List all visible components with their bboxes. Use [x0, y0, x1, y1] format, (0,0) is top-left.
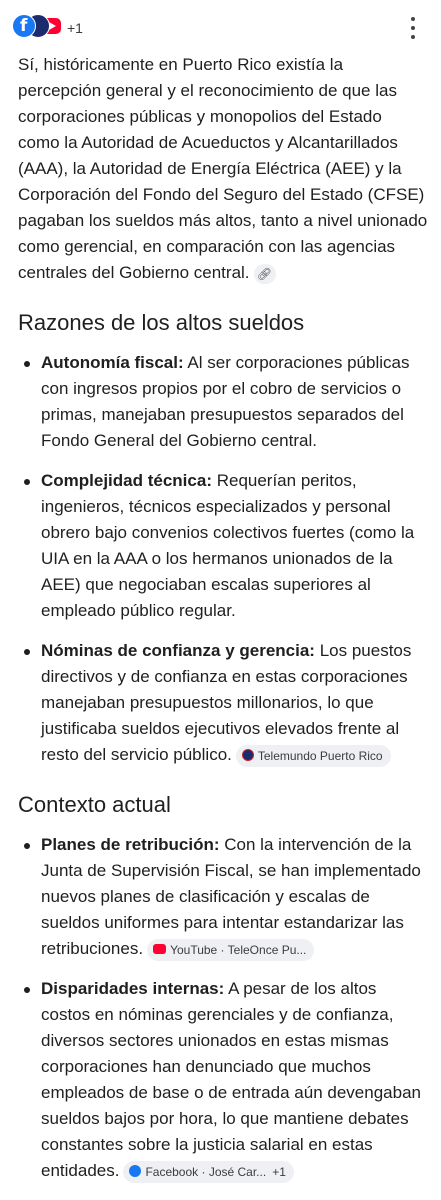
item-label: Complejidad técnica:	[41, 471, 212, 490]
item-text: A pesar de los altos costos en nóminas gerenciales y de confianza, diversos sectores unionados en estas mismas corporaciones han denunciado que muchos empleados de base o de entrada aún devengaban sueldos bajos por hora, lo que mantiene debates constantes sobre la justicia salarial en estas entidades.	[41, 979, 421, 1180]
list-item	[18, 832, 428, 962]
item-label: Autonomía fiscal:	[41, 353, 184, 372]
facebook-icon: f	[12, 14, 36, 38]
source-chip-youtube[interactable]	[147, 939, 314, 961]
razones-list	[18, 350, 428, 768]
source-chip-facebook[interactable]	[123, 1161, 293, 1183]
list-item	[18, 976, 428, 1184]
chip-label: YouTube · TeleOnce Pu...	[170, 942, 307, 957]
lead-paragraph	[18, 52, 428, 286]
source-chip-telemundo[interactable]	[236, 745, 391, 767]
answer-content	[18, 52, 428, 1198]
source-count: +1	[67, 20, 83, 36]
lead-text: Sí, históricamente en Puerto Rico existía la percepción general y el reconocimiento de que las corporaciones públicas y monopolios del Estado como la Autoridad de Acueductos y Alcantarillados (AAA), la Autoridad de Energía Eléctrica (AEE) y la Corporación del Fondo del Seguro del Estado (CFSE) pagaban los sueldos más altos, tanto a nivel unionado como gerencial, en comparación con las agencias centrales del Gobierno central.	[18, 55, 428, 282]
section-title-contexto: Contexto actual	[18, 792, 171, 817]
list-item	[18, 468, 428, 624]
chip-label: Telemundo Puerto Rico	[257, 748, 383, 763]
sources-header	[12, 10, 429, 44]
item-text: Con la intervención de la Junta de Supervisión Fiscal, se han implementado nuevos planes de clasificación y escalas de sueldos uniformes para intentar estandarizar las retribuciones.	[41, 835, 421, 958]
source-icons-button[interactable]	[12, 14, 92, 40]
item-text: Los puestos directivos y de confianza en estas corporaciones manejaban presupuestos millonarios, lo que justificaba sueldos ejecutivos elevados frente al resto del servicio público.	[41, 641, 412, 764]
item-text: Requerían peritos, ingenieros, técnicos especializados y personal obrero bajo convenios colectivos fuertes (como la UIA en la AAA o los hermanos unionados de la AEE) que negociaban escalas superiores al empleado público regular.	[41, 471, 415, 620]
chip-label: Facebook · José Car...	[145, 1164, 267, 1179]
facebook-icon	[129, 1165, 141, 1177]
chip-more-count: +1	[272, 1164, 286, 1179]
item-label: Disparidades internas:	[41, 979, 225, 998]
more-vert-icon[interactable]	[401, 12, 425, 42]
telemundo-icon	[242, 749, 254, 761]
list-item	[18, 638, 428, 768]
section-title-razones: Razones de los altos sueldos	[18, 310, 305, 335]
list-item	[18, 350, 428, 454]
link-icon[interactable]: 🔗︎	[254, 264, 276, 284]
item-label: Planes de retribución:	[41, 835, 220, 854]
item-text: Al ser corporaciones públicas con ingresos propios por el cobro de servicios o primas, manejaban presupuestos separados del Fondo General del Gobierno central.	[41, 353, 410, 450]
youtube-icon	[153, 944, 166, 954]
contexto-list	[18, 832, 428, 1184]
item-label: Nóminas de confianza y gerencia:	[41, 641, 315, 660]
